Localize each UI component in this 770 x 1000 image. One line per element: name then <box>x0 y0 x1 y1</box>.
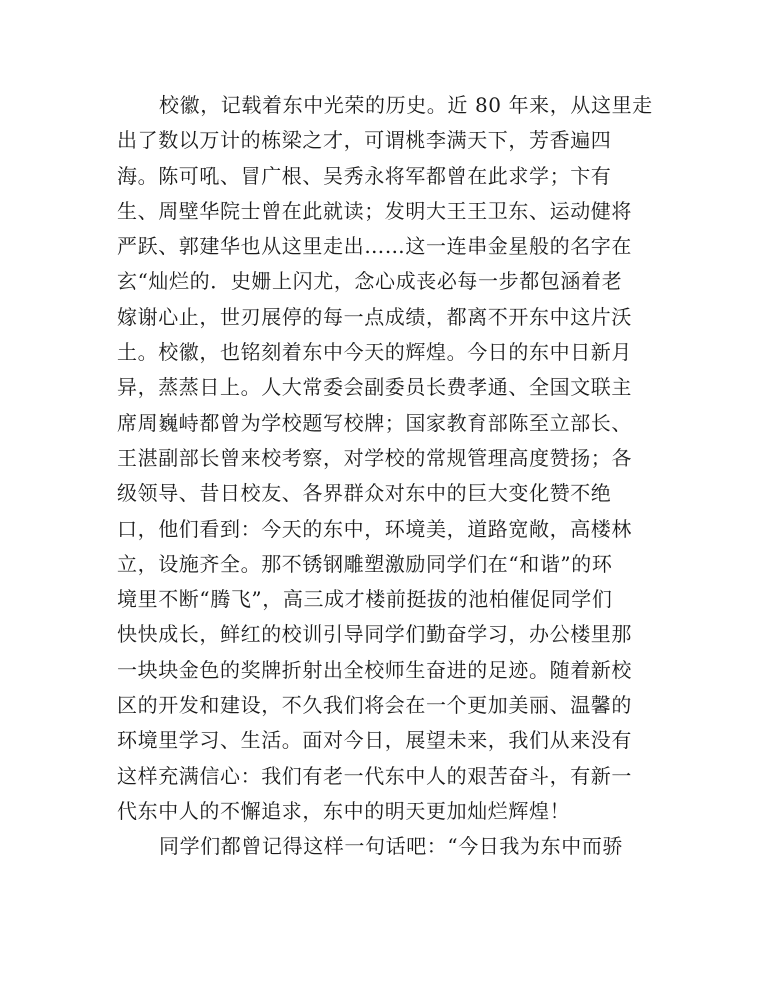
text-line: 海。陈可吼、冒广根、吴秀永将军都曾在此求学；卞有 <box>117 163 612 188</box>
text-line: 境里不断“腾飞”，高三成才楼前挺拔的池柏催促同学们 <box>117 587 613 612</box>
text-line: 环境里学习、生活。面对今日，展望未来，我们从来没有 <box>117 728 632 753</box>
text-line: 出了数以万计的栋梁之才，可谓桃李满天下，芳香遍四 <box>117 128 612 153</box>
text-line: 同学们都曾记得这样一句话吧：“今日我为东中而骄 <box>159 834 624 859</box>
body-text <box>117 88 657 865</box>
text-line: 席周巍峙都曾为学校题写校牌；国家教育部陈至立部长、 <box>117 410 632 435</box>
text-line: 级领导、昔日校友、各界群众对东中的巨大变化赞不绝 <box>117 481 612 506</box>
text-line: 代东中人的不懈追求，东中的明天更加灿烂辉煌！ <box>117 798 571 823</box>
text-line: 土。校徽，也铭刻着东中今天的辉煌。今日的东中日新月 <box>117 340 632 365</box>
text-line: 严跃、郭建华也从这里走出……这一连串金星般的名字在 <box>117 234 632 259</box>
text-line: 口，他们看到：今天的东中，环境美，道路宽敞，高楼林 <box>117 516 632 541</box>
text-line: 快快成长，鲜红的校训引导同学们勤奋学习，办公楼里那 <box>117 622 632 647</box>
text-line: 校徽，记载着东中光荣的历史。近 80 年来，从这里走 <box>159 93 653 117</box>
text-line: 立，设施齐全。那不锈钢雕塑激励同学们在“和谐”的环 <box>117 551 613 576</box>
text-line: 这样充满信心：我们有老一代东中人的艰苦奋斗，有新一 <box>117 763 632 788</box>
text-line: 区的开发和建设，不久我们将会在一个更加美丽、温馨的 <box>117 693 632 718</box>
text-line: 异，蒸蒸日上。人大常委会副委员长费孝通、全国文联主 <box>117 375 632 400</box>
text-line: 生、周壁华院士曾在此就读；发明大王王卫东、运动健将 <box>117 198 632 223</box>
text-line: 一块块金色的奖牌折射出全校师生奋进的足迹。随着新校 <box>117 657 632 682</box>
text-line: 王湛副部长曾来校考察，对学校的常规管理高度赞扬；各 <box>117 445 632 470</box>
text-line: 玄“灿烂的．史姗上闪尤，念心成丧必每一步都包涵着老 <box>117 269 623 294</box>
text-line: 嫁谢心止，世刃展停的每一点成绩，都离不开东中这片沃 <box>117 304 632 329</box>
